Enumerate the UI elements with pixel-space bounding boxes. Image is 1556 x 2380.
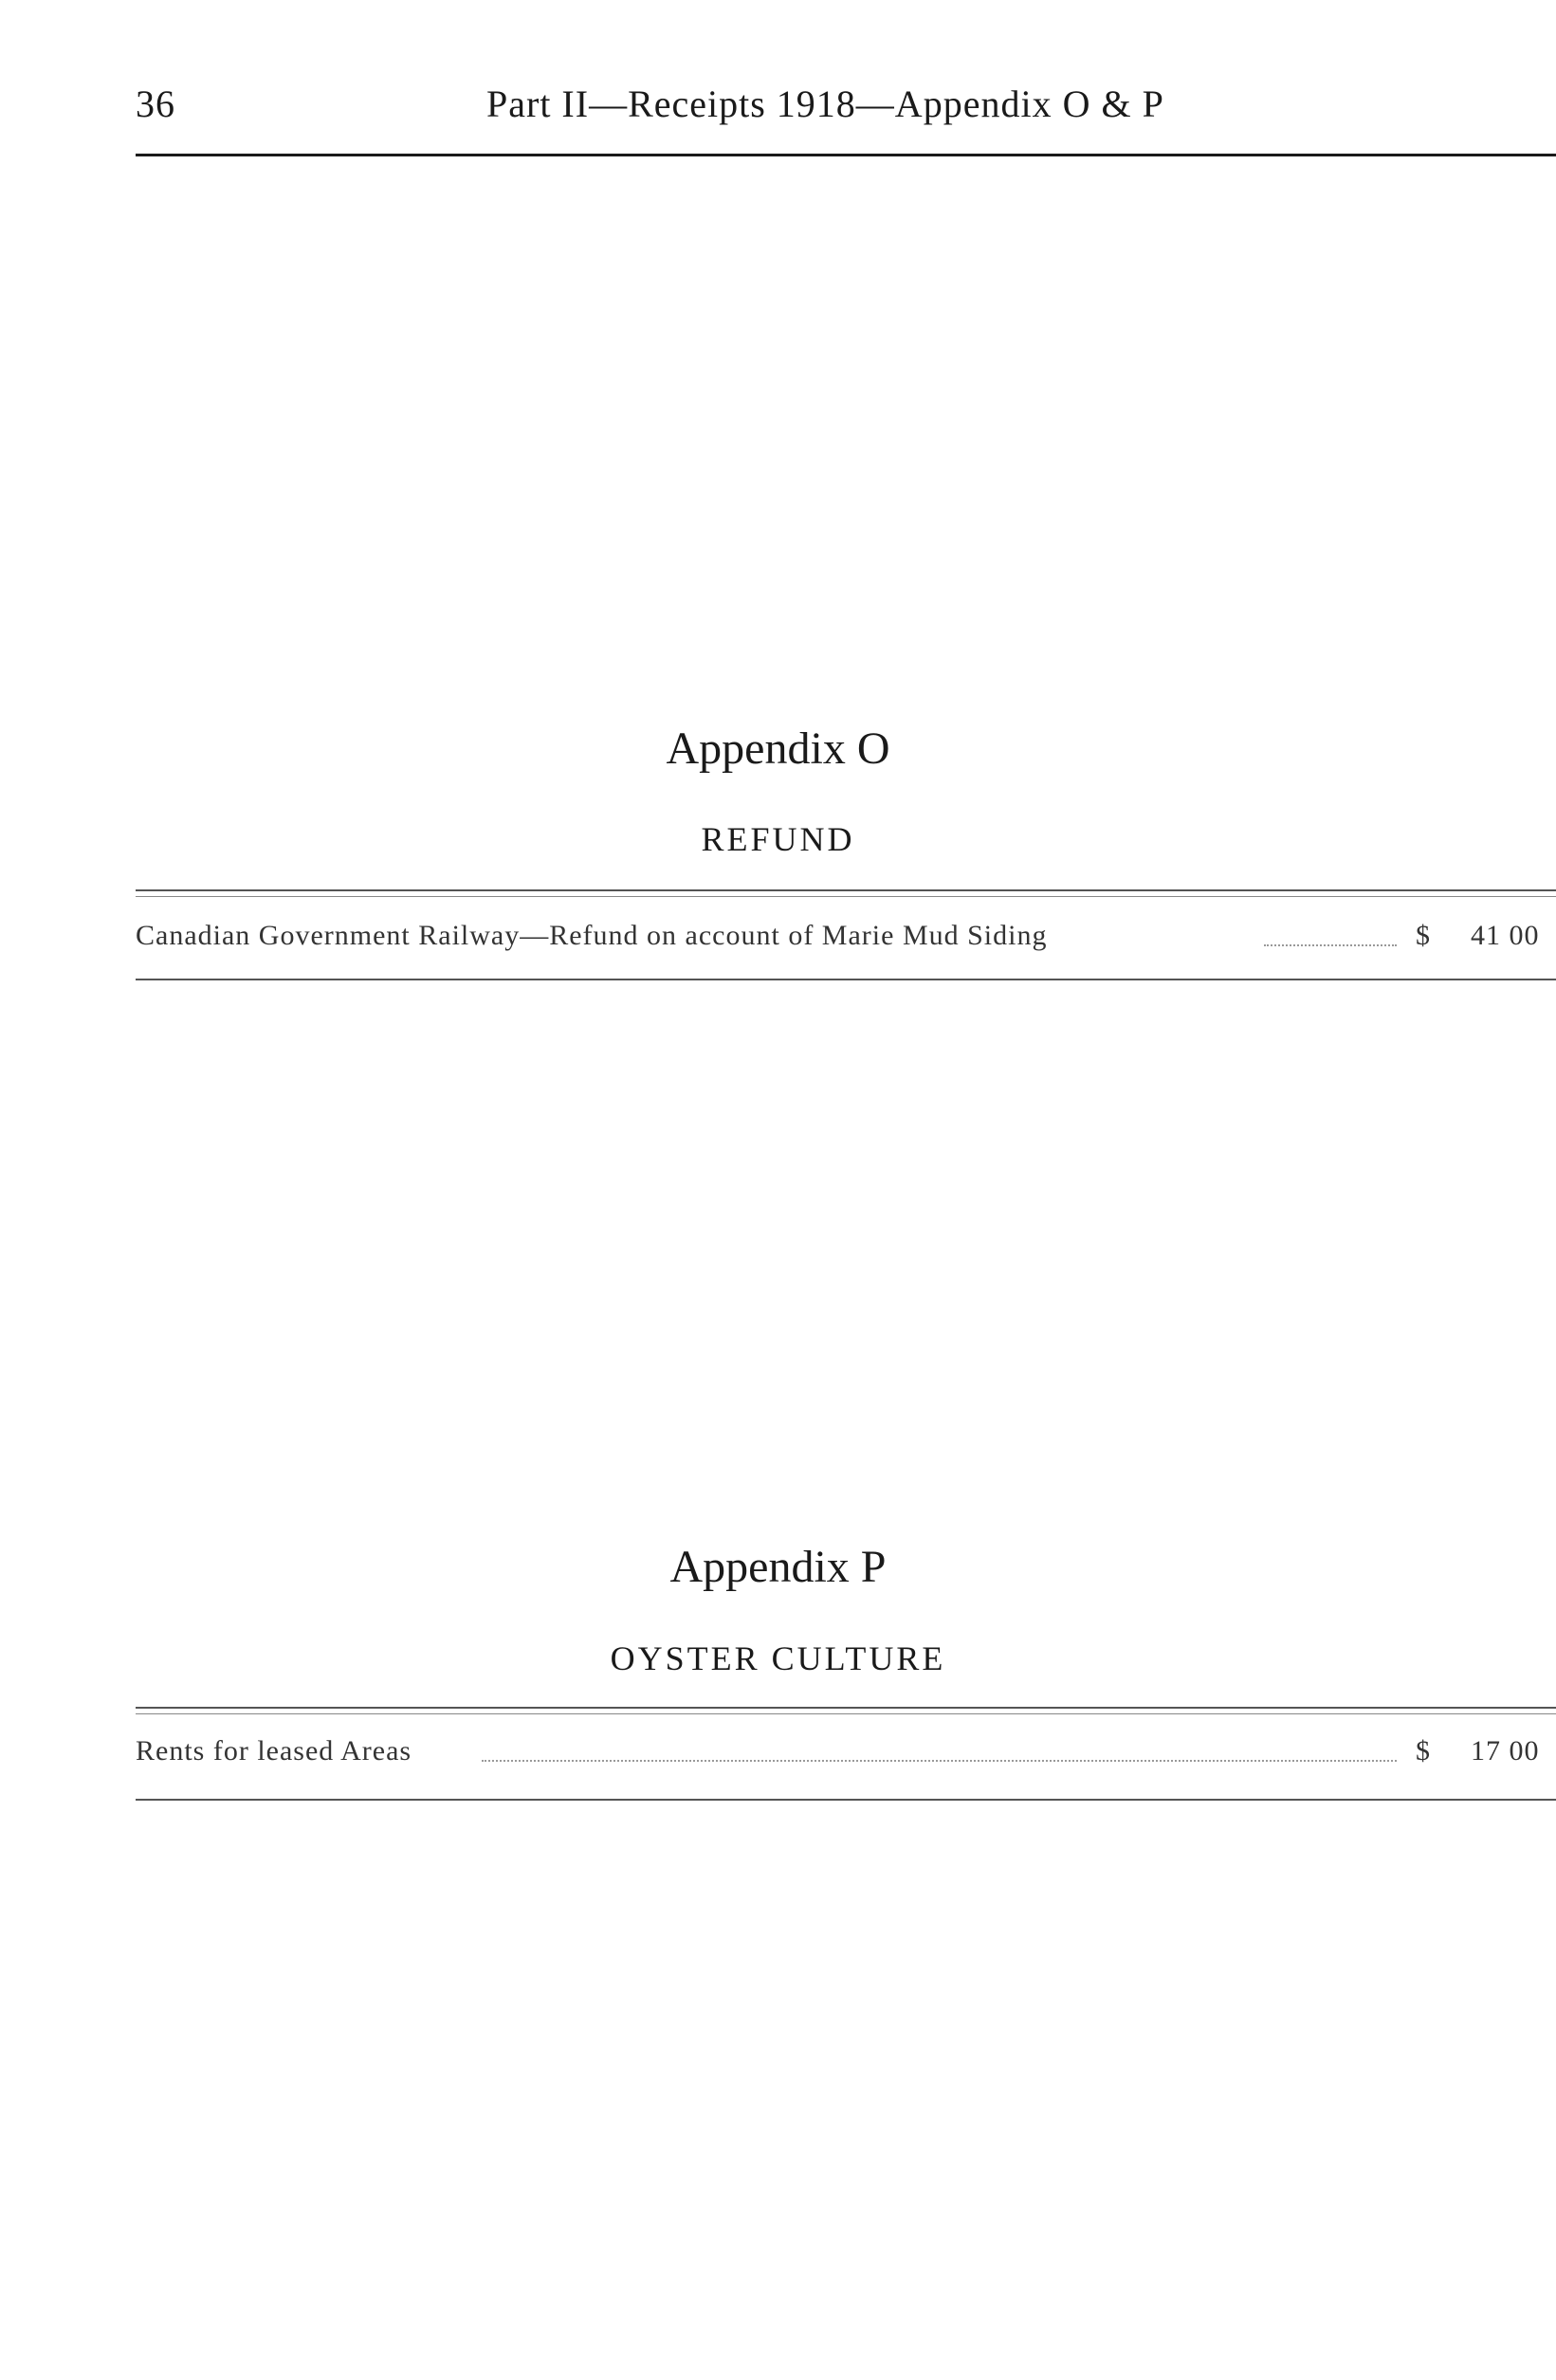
appendix-o-entry-row <box>136 920 1556 958</box>
appendix-p-top-rule <box>136 1707 1556 1709</box>
appendix-o-top-rule <box>136 889 1556 891</box>
running-title: Part II—Receipts 1918—Appendix O & P <box>486 82 1164 125</box>
appendix-p-top-rule-inner <box>136 1713 1556 1714</box>
header-rule <box>136 154 1556 156</box>
page-number: 36 <box>136 82 175 125</box>
entry-amount: 41 00 <box>1471 920 1540 951</box>
page-header <box>136 74 1556 140</box>
appendix-o-title: Appendix O <box>666 723 890 774</box>
appendix-p-subtitle: OYSTER CULTURE <box>610 1639 946 1677</box>
appendix-p-entry-row <box>136 1735 1556 1773</box>
appendix-p-title: Appendix P <box>669 1542 887 1592</box>
currency-symbol: $ <box>1416 920 1431 951</box>
entry-description: Canadian Government Railway—Refund on account of Marie Mud Siding <box>136 920 1048 951</box>
currency-symbol: $ <box>1416 1735 1431 1767</box>
entry-amount: 17 00 <box>1471 1735 1540 1767</box>
entry-description: Rents for leased Areas <box>136 1735 412 1767</box>
dot-leader <box>482 1760 1397 1762</box>
appendix-p-bottom-rule <box>136 1799 1556 1801</box>
appendix-o-subtitle: REFUND <box>701 820 855 858</box>
appendix-o-bottom-rule <box>136 979 1556 980</box>
appendix-o-top-rule-inner <box>136 896 1556 897</box>
dot-leader <box>1264 944 1397 946</box>
